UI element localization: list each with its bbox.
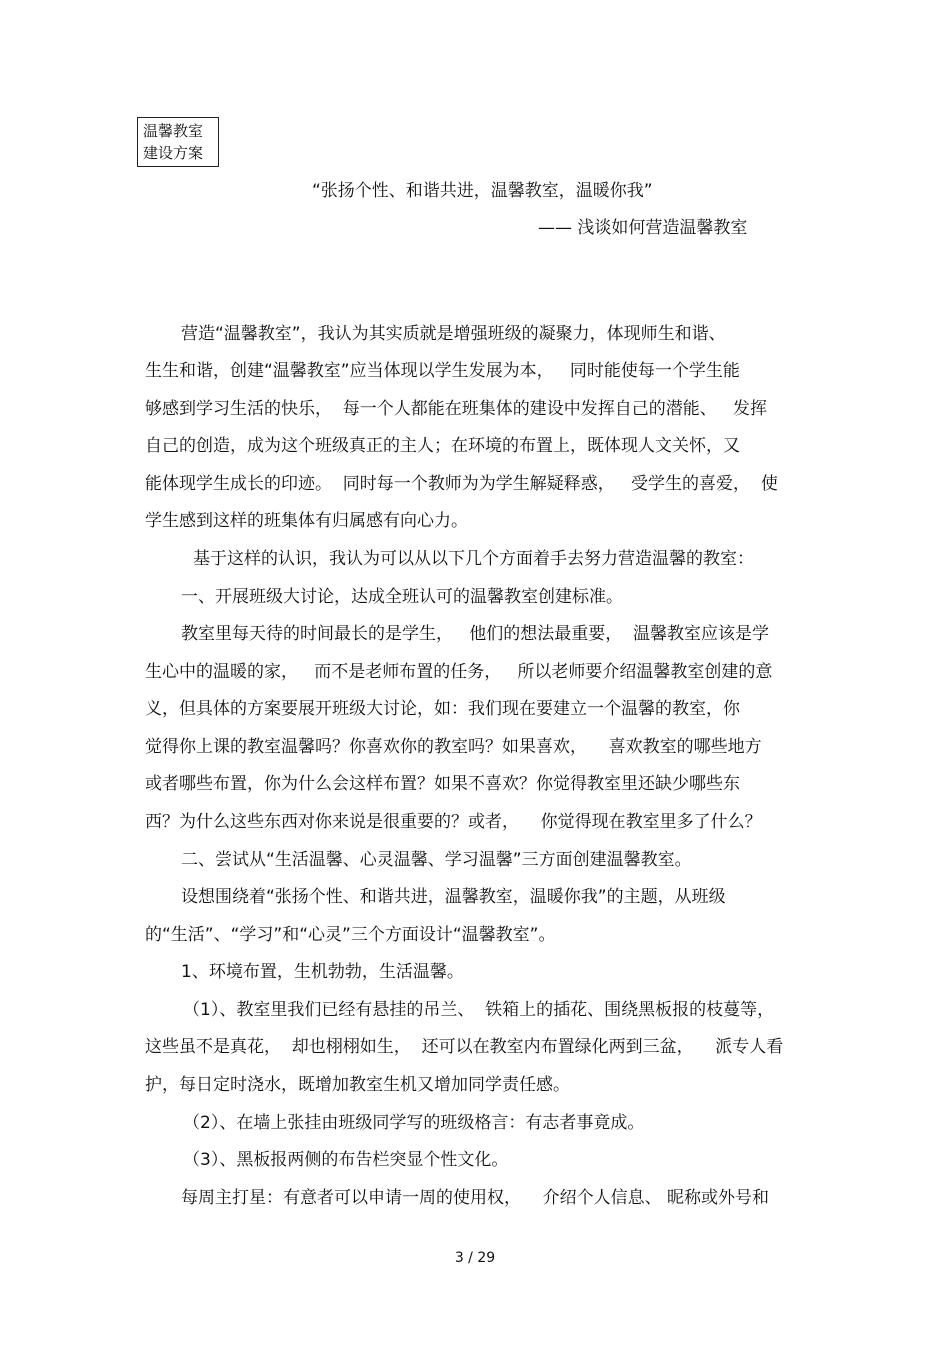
section-heading: 二、尝试从“生活温馨、心灵温馨、学习温馨”三方面创建温馨教室。: [181, 850, 692, 870]
document-subtitle: —— 浅谈如何营造温馨教室: [538, 218, 748, 238]
body-line: 教室里每天待的时间最长的是学生， 他们的想法最重要， 温馨教室应该是学: [181, 624, 770, 644]
body-line: 这些虽不是真花， 却也栩栩如生， 还可以在教室内布置绿化两到三盆， 派专人看: [145, 1037, 784, 1057]
document-title: “张扬个性、和谐共进，温馨教室，温暖你我”: [312, 181, 653, 201]
body-line: 基于这样的认识，我认为可以从以下几个方面着手去努力营造温馨的教室：: [193, 549, 754, 569]
body-line: 能体现学生成长的印迹。 同时每一个教师为为学生解疑释惑， 受学生的喜爱， 使: [145, 474, 778, 494]
subsection-heading: 1、环境布置，生机勃勃，生活温馨。: [181, 962, 464, 982]
body-line: 够感到学习生活的快乐， 每一个人都能在班集体的建设中发挥自己的潜能、 发挥: [145, 399, 768, 419]
page-number: 3 / 29: [454, 1250, 496, 1266]
body-line: 义，但具体的方案要展开班级大讨论，如：我们现在要建立一个温馨的教室，你: [145, 699, 740, 719]
body-line: 每周主打星：有意者可以申请一周的使用权， 介绍个人信息、 昵称或外号和: [181, 1188, 770, 1208]
body-line: 的“生活”、“学习”和“心灵”三个方面设计“温馨教室”。: [145, 925, 556, 945]
label-box: [137, 117, 219, 167]
body-line: （1）、教室里我们已经有悬挂的吊兰、 铁箱上的插花、围绕黑板报的枝蔓等，: [183, 1000, 775, 1020]
body-line: 西？为什么这些东西对你来说是很重要的？或者， 你觉得现在教室里多了什么？: [145, 812, 762, 832]
body-line: （2）、在墙上张挂由班级同学写的班级格言：有志者事竟成。: [183, 1113, 645, 1133]
body-line: 学生感到这样的班集体有归属感有向心力。: [145, 511, 468, 531]
body-line: 生生和谐，创建“温馨教室”应当体现以学生发展为本， 同时能使每一个学生能: [145, 361, 740, 381]
body-line: 觉得你上课的教室温馨吗？你喜欢你的教室吗？如果喜欢， 喜欢教室的哪些地方: [145, 737, 762, 757]
body-line: 生心中的温暖的家， 而不是老师布置的任务， 所以老师要介绍温馨教室创建的意: [145, 662, 773, 682]
body-line: 护，每日定时浇水，既增加教室生机又增加同学责任感。: [145, 1075, 570, 1095]
label-line-2: 建设方案: [143, 144, 204, 162]
body-line: 营造“温馨教室”，我认为其实质就是增强班级的凝聚力，体现师生和谐、: [181, 324, 726, 344]
label-line-1: 温馨教室: [143, 122, 204, 140]
body-line: 设想围绕着“张扬个性、和谐共进，温馨教室，温暖你我”的主题，从班级: [181, 887, 726, 907]
body-line: （3）、黑板报两侧的布告栏突显个性文化。: [183, 1150, 509, 1170]
section-heading: 一、开展班级大讨论，达成全班认可的温馨教室创建标准。: [181, 587, 623, 607]
body-line: 或者哪些布置，你为什么会这样布置？如果不喜欢？你觉得教室里还缺少哪些东: [145, 774, 740, 794]
body-line: 自己的创造，成为这个班级真正的主人；在环境的布置上，既体现人文关怀，又: [145, 436, 740, 456]
